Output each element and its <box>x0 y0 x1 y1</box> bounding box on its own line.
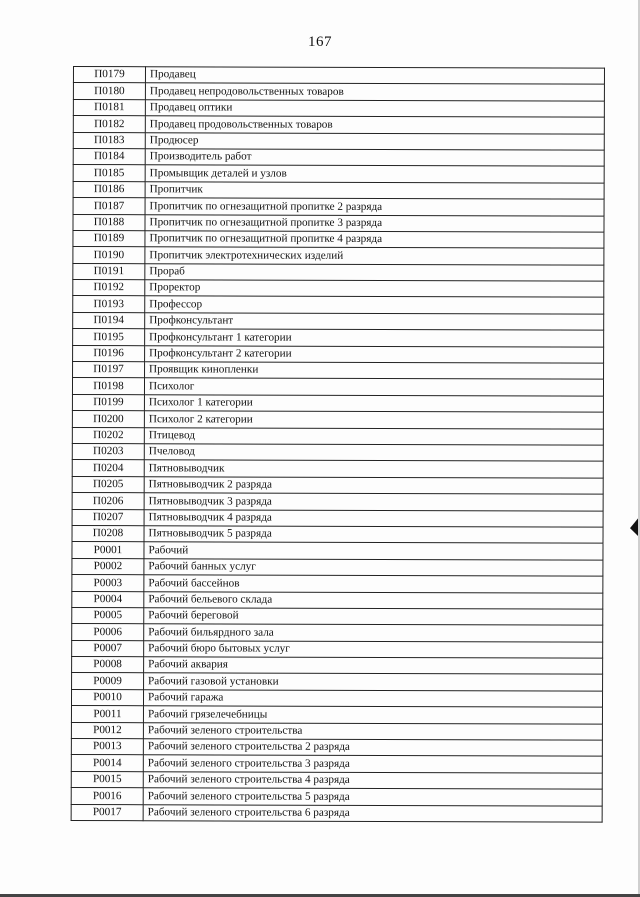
occupation-name-cell: Рабочий зеленого строительства 4 разряда <box>143 772 602 790</box>
occupation-code-cell: П0191 <box>73 263 145 280</box>
occupation-code-cell: П0205 <box>72 476 144 493</box>
occupation-code-cell: Р0012 <box>71 722 143 739</box>
occupation-name-cell: Рабочий аквария <box>144 657 603 675</box>
occupation-code-cell: П0193 <box>73 296 145 313</box>
table-row <box>73 312 604 330</box>
occupation-name-cell: Рабочий зеленого строительства 6 разряда <box>143 804 602 822</box>
table-row <box>72 657 603 675</box>
occupation-name-cell: Пятновыводчик 3 разряда <box>144 493 603 511</box>
table-row <box>71 755 602 773</box>
occupation-name-cell: Профконсультант 1 категории <box>145 329 604 347</box>
occupation-name-cell: Рабочий бассейнов <box>144 575 603 593</box>
occupation-code-cell: П0204 <box>72 460 144 477</box>
occupation-code-cell: П0203 <box>72 443 144 460</box>
table-row <box>72 411 603 429</box>
occupation-name-cell: Профессор <box>145 296 604 314</box>
occupation-name-cell: Профконсультант 2 категории <box>145 345 604 363</box>
table-row <box>72 542 603 560</box>
table-row <box>73 132 604 150</box>
occupation-code-cell: Р0001 <box>72 542 144 559</box>
table-row <box>71 706 602 724</box>
table-row <box>73 99 604 117</box>
occupation-name-cell: Пропитчик по огнезащитной пропитке 2 разряда <box>145 198 604 216</box>
table-row <box>73 67 604 85</box>
occupation-code-cell: Р0003 <box>72 575 144 592</box>
occupation-name-cell: Проректор <box>145 280 604 298</box>
occupation-code-cell: Р0009 <box>72 673 144 690</box>
occupation-name-cell: Пятновыводчик 2 разряда <box>144 476 603 494</box>
occupation-name-cell: Рабочий бильярдного зала <box>144 624 603 642</box>
occupation-name-cell: Психолог 2 категории <box>144 411 603 429</box>
occupation-name-cell: Рабочий банных услуг <box>144 558 603 576</box>
occupation-name-cell: Рабочий <box>144 542 603 560</box>
occupation-name-cell: Продюсер <box>145 132 604 150</box>
table-row <box>72 525 603 543</box>
table-row <box>71 804 602 822</box>
occupation-code-cell: П0198 <box>72 378 144 395</box>
occupation-code-cell: П0190 <box>73 247 145 264</box>
table-row <box>71 788 602 806</box>
table-row <box>72 476 603 494</box>
occupation-code-cell: Р0006 <box>72 624 144 641</box>
occupation-name-cell: Рабочий береговой <box>144 608 603 626</box>
table-row <box>71 689 602 707</box>
table-row <box>73 148 604 166</box>
occupation-name-cell: Профконсультант <box>145 313 604 331</box>
occupation-code-cell: П0192 <box>73 280 145 297</box>
occupation-table <box>71 66 605 823</box>
occupation-code-cell: П0181 <box>73 99 145 116</box>
occupation-name-cell: Пропитчик электротехнических изделий <box>145 247 604 265</box>
occupation-code-cell: П0207 <box>72 509 144 526</box>
occupation-code-cell: Р0008 <box>72 657 144 674</box>
occupation-name-cell: Пятновыводчик <box>144 460 603 478</box>
occupation-table-body <box>71 67 604 823</box>
table-row <box>72 394 603 412</box>
table-row <box>71 722 602 740</box>
table-row <box>73 198 604 216</box>
occupation-name-cell: Проявщик кинопленки <box>145 362 604 380</box>
occupation-name-cell: Продавец продовольственных товаров <box>145 116 604 134</box>
occupation-code-cell: П0186 <box>73 181 145 198</box>
occupation-name-cell: Психолог <box>144 378 603 396</box>
occupation-code-cell: П0202 <box>72 427 144 444</box>
occupation-name-cell: Рабочий зеленого строительства 3 разряда <box>143 755 602 773</box>
table-row <box>72 509 603 527</box>
occupation-name-cell: Пятновыводчик 4 разряда <box>144 509 603 527</box>
page-number: 167 <box>308 34 332 50</box>
occupation-code-cell: П0189 <box>73 230 145 247</box>
table-row <box>73 116 604 134</box>
occupation-code-cell: Р0010 <box>71 689 143 706</box>
occupation-code-cell: П0188 <box>73 214 145 231</box>
occupation-code-cell: Р0016 <box>71 788 143 805</box>
occupation-code-cell: П0195 <box>73 329 145 346</box>
occupation-code-cell: П0187 <box>73 198 145 215</box>
occupation-code-cell: П0182 <box>73 116 145 133</box>
occupation-name-cell: Пропитчик <box>145 181 604 199</box>
occupation-code-cell: Р0013 <box>71 739 143 756</box>
table-row <box>71 739 602 757</box>
occupation-name-cell: Прораб <box>145 263 604 281</box>
table-row <box>73 165 604 183</box>
occupation-name-cell: Психолог 1 категории <box>144 395 603 413</box>
occupation-code-cell: Р0015 <box>71 771 143 788</box>
table-row <box>72 591 603 609</box>
occupation-name-cell: Рабочий зеленого строительства 5 разряда <box>143 788 602 806</box>
occupation-name-cell: Пропитчик по огнезащитной пропитке 3 разряда <box>145 214 604 232</box>
occupation-name-cell: Пчеловод <box>144 444 603 462</box>
occupation-code-cell: П0199 <box>72 394 144 411</box>
occupation-code-cell: П0200 <box>72 411 144 428</box>
occupation-code-cell: П0208 <box>72 525 144 542</box>
occupation-code-cell: П0179 <box>73 67 145 84</box>
table-row <box>72 460 603 478</box>
occupation-name-cell: Рабочий зеленого строительства <box>143 722 602 740</box>
occupation-code-cell: П0180 <box>73 83 145 100</box>
table-row <box>72 624 603 642</box>
occupation-code-cell: П0194 <box>73 312 145 329</box>
occupation-name-cell: Рабочий гаража <box>143 690 602 708</box>
table-row <box>73 181 604 199</box>
occupation-code-cell: Р0017 <box>71 804 143 821</box>
table-row <box>72 575 603 593</box>
table-row <box>73 362 604 380</box>
occupation-code-cell: П0196 <box>73 345 145 362</box>
table-row <box>72 427 603 445</box>
occupation-code-cell: П0206 <box>72 493 144 510</box>
occupation-name-cell: Птицевод <box>144 427 603 445</box>
occupation-code-cell: П0197 <box>73 362 145 379</box>
table-row <box>73 296 604 314</box>
table-row <box>72 378 603 396</box>
table-row <box>73 247 604 265</box>
table-row <box>73 230 604 248</box>
occupation-code-cell: П0185 <box>73 165 145 182</box>
occupation-name-cell: Рабочий бельевого склада <box>144 591 603 609</box>
occupation-code-cell: Р0014 <box>71 755 143 772</box>
table-row <box>73 83 604 101</box>
occupation-name-cell: Пятновыводчик 5 разряда <box>144 526 603 544</box>
occupation-name-cell: Промывщик деталей и узлов <box>145 165 604 183</box>
occupation-name-cell: Продавец непродовольственных товаров <box>145 83 604 101</box>
table-row <box>73 214 604 232</box>
table-row <box>73 345 604 363</box>
occupation-name-cell: Рабочий бюро бытовых услуг <box>144 640 603 658</box>
table-row <box>71 771 602 789</box>
occupation-name-cell: Продавец <box>145 67 604 85</box>
table-row <box>72 443 603 461</box>
occupation-code-cell: Р0002 <box>72 558 144 575</box>
table-row <box>72 607 603 625</box>
occupation-name-cell: Рабочий зеленого строительства 2 разряда <box>143 739 602 757</box>
occupation-name-cell: Рабочий газовой установки <box>144 673 603 691</box>
occupation-name-cell: Пропитчик по огнезащитной пропитке 4 разряда <box>145 231 604 249</box>
table-row <box>72 673 603 691</box>
table-row <box>73 280 604 298</box>
occupation-name-cell: Производитель работ <box>145 149 604 167</box>
occupation-code-cell: Р0007 <box>72 640 144 657</box>
occupation-code-cell: Р0004 <box>72 591 144 608</box>
occupation-code-cell: П0183 <box>73 132 145 149</box>
table-row <box>73 329 604 347</box>
occupation-code-cell: Р0005 <box>72 607 144 624</box>
occupation-code-cell: Р0011 <box>71 706 143 723</box>
occupation-code-cell: П0184 <box>73 148 145 165</box>
occupation-name-cell: Продавец оптики <box>145 100 604 118</box>
table-row <box>73 263 604 281</box>
table-row <box>72 493 603 511</box>
table-row <box>72 558 603 576</box>
table-row <box>72 640 603 658</box>
occupation-name-cell: Рабочий грязелечебницы <box>143 706 602 724</box>
